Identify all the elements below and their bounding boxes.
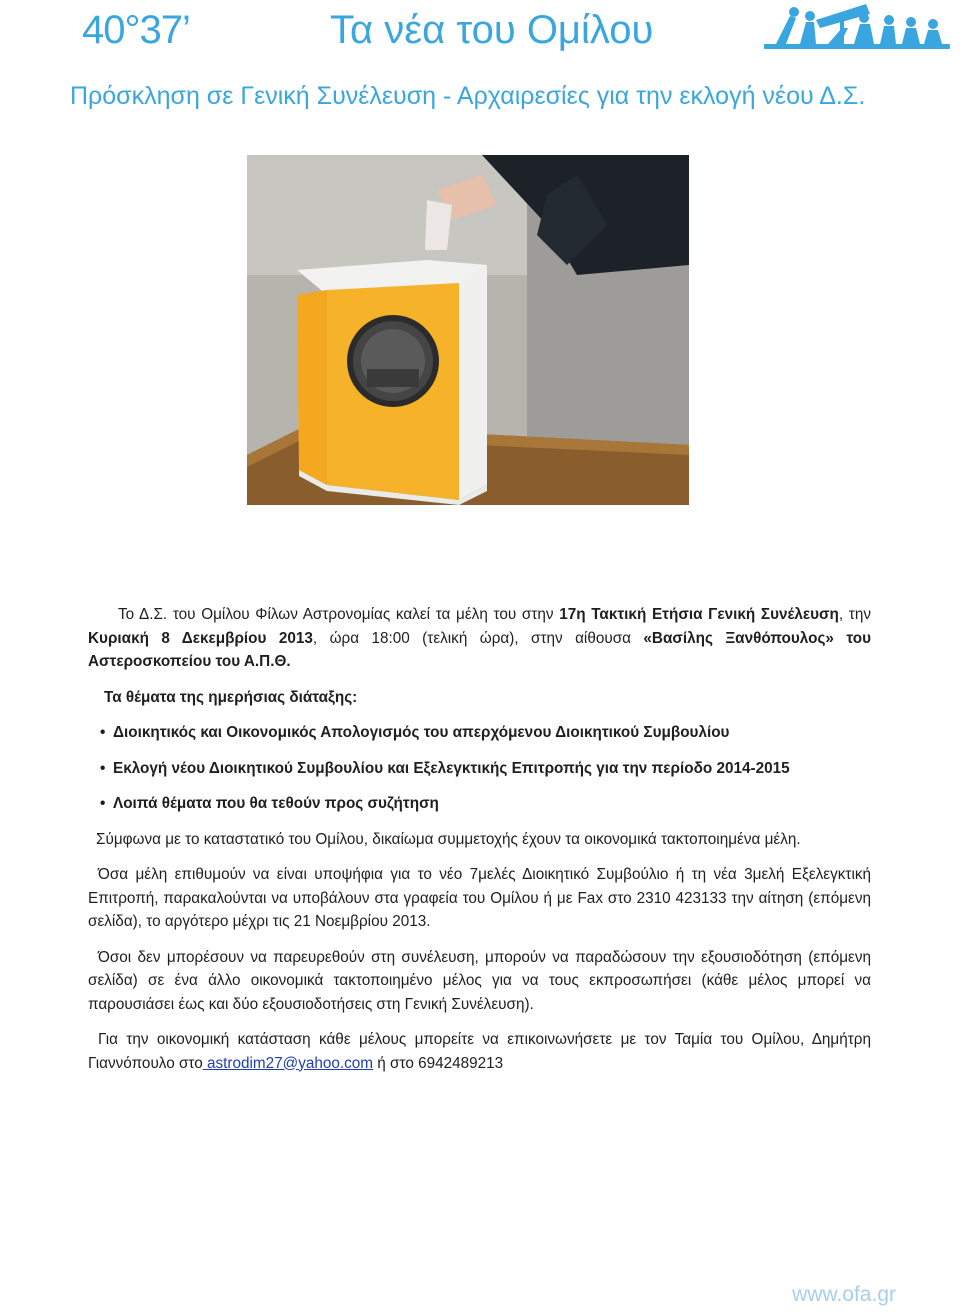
intro-text-1: Το Δ.Σ. του Ομίλου Φίλων Αστρονομίας καλεί τα μέλη του στην xyxy=(118,606,560,623)
candidates-paragraph: Όσα μέλη επιθυμούν να είναι υποψήφια για το νέο 7μελές Διοικητικό Συμβούλιο ή τη νέα 3μελή Εξελεγκτική Επιτροπή, παρακαλούνται να υποβάλουν στα γραφεία του Ομίλου ή με Fax στο 2310 423133 την αίτηση (επόμενη σελίδα), το αργότερο μέχρι τις 21 Νοεμβρίου 2013. xyxy=(88,866,871,930)
proxy-paragraph: Όσοι δεν μπορέσουν να παρευρεθούν στη συνέλευση, μπορούν να παραδώσουν την εξουσιοδότηση (επόμενη σελίδα) σε ένα άλλο οικονομικά τακτοποιημένο μέλος για να τους εκπροσωπήσει (κάθε μέλος μπορεί να παρουσιάσει έως και δύο εξουσιοδοτήσεις στη Γενική Συνέλευση). xyxy=(88,948,871,1013)
bullet-icon: • xyxy=(100,795,106,812)
agenda-item-label: Λοιπά θέματα που θα τεθούν προς συζήτηση xyxy=(113,795,439,812)
eligibility-paragraph: Σύμφωνα με το καταστατικό του Ομίλου, δικαίωμα συμμετοχής έχουν τα οικονομικά τακτοποιημένα μέλη. xyxy=(96,830,801,848)
telescope-logo-icon xyxy=(756,0,956,58)
article-body xyxy=(88,603,871,1075)
intro-text-3: , ώρα 18:00 (τελική ώρα), στην αίθουσα xyxy=(312,629,644,647)
agenda-item xyxy=(100,757,871,781)
contact-text: Για την οικονομική κατάσταση κάθε μέλους μπορείτε να επικοινωνήσετε με τον Ταμία του Ομίλου, Δημήτρη Γιαννόπουλο στο xyxy=(88,1031,871,1072)
assembly-name: 17η Τακτική Ετήσια Γενική Συνέλευση xyxy=(559,606,839,623)
issue-number: 40°37’ xyxy=(82,8,190,52)
agenda-item xyxy=(100,721,871,745)
assembly-date: Κυριακή 8 Δεκεμβρίου 2013 xyxy=(88,629,313,647)
page-headline: Πρόσκληση σε Γενική Συνέλευση - Αρχαιρεσίες για την εκλογή νέου Δ.Σ. xyxy=(70,82,866,110)
treasurer-email-link[interactable]: astrodim27@yahoo.com xyxy=(202,1054,374,1072)
assembly-venue: «Βασίλης Ξανθόπουλος» του Αστεροσκοπείου του Α.Π.Θ. xyxy=(88,629,871,670)
intro-paragraph xyxy=(88,603,871,674)
contact-phone: ή στο 6942489213 xyxy=(373,1054,504,1072)
agenda-list xyxy=(100,721,871,816)
bullet-icon: • xyxy=(100,759,106,777)
agenda-item-label: Εκλογή νέου Διοικητικού Συμβουλίου και Εξελεγκτικής Επιτροπής για την περίοδο 2014-2015 xyxy=(113,759,790,777)
agenda-item-label: Διοικητικός και Οικονομικός Απολογισμός του απερχόμενου Διοικητικού Συμβουλίου xyxy=(113,724,730,741)
contact-paragraph xyxy=(88,1028,871,1075)
agenda-item xyxy=(100,792,871,816)
bullet-icon: • xyxy=(100,724,106,741)
section-title: Τα νέα του Ομίλου xyxy=(330,8,654,52)
footer-website: www.ofa.gr xyxy=(792,1283,896,1306)
agenda-title: Τα θέματα της ημερήσιας διάταξης: xyxy=(104,688,358,706)
ballot-box-photo xyxy=(247,155,689,505)
intro-text-2: , την xyxy=(838,606,871,623)
